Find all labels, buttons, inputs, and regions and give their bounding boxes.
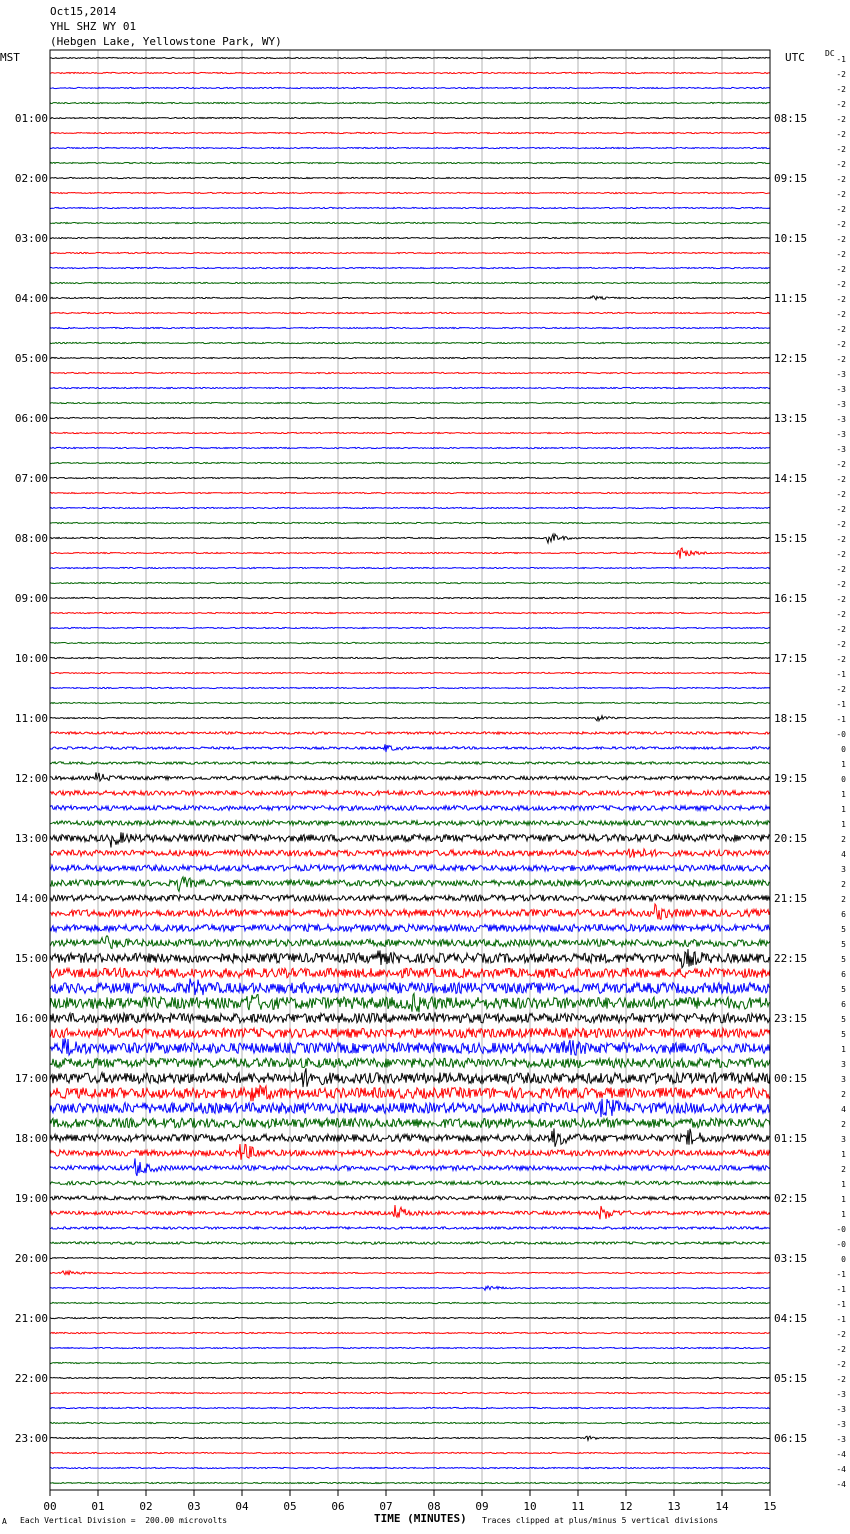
seismic-trace [50,87,770,88]
x-tick-label: 05 [283,1500,297,1513]
mst-hour-label: 20:00 [14,1252,48,1265]
minute-gridlines [98,50,722,1490]
seismic-trace [50,147,770,148]
seismic-trace [50,949,770,968]
dc-offset-label: -2 [836,325,846,334]
seismic-trace [50,1099,770,1117]
seismic-trace [50,342,770,343]
utc-hour-label: 00:15 [774,1072,808,1085]
seismic-trace [50,1058,770,1068]
seismic-trace [50,567,770,568]
x-tick-label: 04 [235,1500,249,1513]
seismic-trace [50,1205,770,1219]
dc-offset-label: 1 [841,1210,846,1219]
seismic-trace [50,1302,770,1303]
seismic-trace [50,772,770,781]
dc-offset-label: -2 [836,205,846,214]
seismic-trace [50,507,770,508]
seismic-trace [50,732,770,734]
seismic-trace [50,1286,770,1290]
dc-offset-label: -2 [836,685,846,694]
x-tick-label: 11 [571,1500,585,1513]
seismic-trace [50,1436,770,1440]
seismic-trace [50,267,770,268]
seismic-trace [50,672,770,673]
seismic-trace [50,657,770,658]
dc-offset-label: -2 [836,175,846,184]
dc-offset-label: -2 [836,655,846,664]
seismic-trace [50,57,770,58]
seismic-trace [50,402,770,403]
dc-offset-label: -2 [836,640,846,649]
seismic-trace [50,806,770,811]
header-location: (Hebgen Lake, Yellowstone Park, WY) [50,35,282,48]
seismic-trace [50,327,770,328]
x-tick-label: 09 [475,1500,489,1513]
utc-hour-label: 03:15 [774,1252,808,1265]
dc-offset-label: 5 [841,925,846,934]
seismic-trace [50,312,770,313]
seismic-trace [50,865,770,871]
seismic-trace [50,372,770,373]
dc-offset-label: -2 [836,475,846,484]
seismic-trace [50,924,770,931]
seismic-trace [50,627,770,628]
x-axis-title: TIME (MINUTES) [374,1512,467,1525]
scale-note: Each Vertical Division = 200.00 microvolts [20,1516,228,1525]
dc-offset-label: -2 [836,580,846,589]
dc-offset-label: -2 [836,460,846,469]
mst-hour-label: 14:00 [14,892,48,905]
x-tick-label: 03 [187,1500,201,1513]
seismic-trace [50,582,770,583]
seismic-trace [50,1118,770,1128]
mst-hour-label: 23:00 [14,1432,48,1445]
dc-offset-label: -2 [836,130,846,139]
seismic-trace [50,1158,770,1176]
utc-hour-label: 09:15 [774,172,808,185]
corner-mark: A [2,1517,7,1526]
header-date: Oct15,2014 [50,5,117,18]
seismic-trace [50,387,770,388]
seismic-trace [50,687,770,688]
seismic-trace [50,904,770,919]
seismic-trace [50,849,770,858]
seismic-trace [50,447,770,448]
plot-frame [50,50,770,1490]
dc-offset-label: -3 [836,400,846,409]
mst-hour-label: 08:00 [14,532,48,545]
dc-offset-label: 1 [841,1180,846,1189]
dc-offset-label: -2 [836,250,846,259]
seismic-trace [50,477,770,478]
dc-offset-label: -1 [836,1285,846,1294]
dc-offset-label: -2 [836,115,846,124]
dc-offset-label: 0 [841,745,846,754]
right-axis-label: UTC [785,51,805,64]
utc-hour-label: 17:15 [774,652,808,665]
seismic-trace [50,1038,770,1055]
dc-offset-label: -1 [836,715,846,724]
dc-offset-label: 2 [841,1090,846,1099]
utc-hour-label: 19:15 [774,772,808,785]
dc-offset-label: 3 [841,1060,846,1069]
utc-hour-label: 13:15 [774,412,808,425]
mst-hour-label: 21:00 [14,1312,48,1325]
dc-offset-label: -2 [836,190,846,199]
seismic-trace [50,252,770,253]
x-tick-label: 08 [427,1500,441,1513]
dc-offset-label: -3 [836,415,846,424]
seismic-trace [50,534,770,543]
seismic-trace [50,1144,770,1160]
mst-hour-label: 09:00 [14,592,48,605]
dc-offset-label: 4 [841,850,846,859]
seismic-trace [50,192,770,193]
seismic-trace [50,1028,770,1038]
dc-offset-label: 2 [841,880,846,889]
dc-offset-label: -3 [836,1420,846,1429]
dc-offset-label: -2 [836,1330,846,1339]
dc-offset-label: 1 [841,805,846,814]
seismic-trace [50,177,770,178]
dc-offset-label: -2 [836,490,846,499]
dc-offset-label: -0 [836,1240,846,1249]
x-tick-label: 15 [763,1500,777,1513]
seismic-trace [50,282,770,283]
dc-offset-label: 2 [841,1120,846,1129]
mst-hour-label: 16:00 [14,1012,48,1025]
seismic-trace [50,222,770,223]
seismic-trace [50,548,770,559]
seismic-trace [50,237,770,238]
dc-offset-label: -3 [836,385,846,394]
utc-hour-label: 11:15 [774,292,808,305]
dc-offset-label: -0 [836,1225,846,1234]
utc-hour-label: 06:15 [774,1432,808,1445]
dc-offset-label: -3 [836,445,846,454]
seismic-trace [50,1196,770,1200]
dc-offset-label: -3 [836,1390,846,1399]
seismic-trace [50,1227,770,1229]
seismic-trace [50,702,770,703]
mst-hour-label: 12:00 [14,772,48,785]
seismic-trace [50,117,770,118]
dc-offset-label: -2 [836,610,846,619]
dc-offset-label: 1 [841,1045,846,1054]
header-station: YHL SHZ WY 01 [50,20,137,33]
dc-offset-label: -1 [836,700,846,709]
dc-offset-label: -2 [836,1345,846,1354]
dc-offset-label: 1 [841,760,846,769]
dc-offset-label: -1 [836,55,846,64]
dc-offset-label: -2 [836,505,846,514]
mst-hour-label: 02:00 [14,172,48,185]
utc-hour-label: 21:15 [774,892,808,905]
clip-note: Traces clipped at plus/minus 5 vertical divisions [482,1516,719,1525]
x-tick-label: 00 [43,1500,57,1513]
seismic-trace [50,1271,770,1275]
seismic-trace [50,791,770,796]
mst-hour-label: 22:00 [14,1372,48,1385]
seismic-trace [50,1422,770,1423]
dc-offset-label: -4 [836,1465,846,1474]
dc-offset-label: 5 [841,985,846,994]
utc-hour-label: 14:15 [774,472,808,485]
dc-offset-label: 6 [841,1000,846,1009]
seismic-trace [50,716,770,721]
dc-offset-label: -2 [836,160,846,169]
mst-hour-label: 15:00 [14,952,48,965]
x-tick-label: 13 [667,1500,681,1513]
seismic-trace [50,72,770,73]
seismic-trace [50,1242,770,1244]
dc-offset-label: -2 [836,535,846,544]
dc-offset-label: -2 [836,565,846,574]
utc-hour-label: 16:15 [774,592,808,605]
dc-offset-label: -1 [836,1300,846,1309]
utc-hour-label: 18:15 [774,712,808,725]
seismic-trace [50,832,770,847]
seismic-trace [50,877,770,892]
dc-label: DC [825,49,835,58]
seismic-trace [50,1257,770,1258]
seismic-trace [50,432,770,433]
seismic-trace [50,968,770,978]
dc-offset-label: -0 [836,730,846,739]
dc-offset-label: -2 [836,85,846,94]
utc-hour-label: 04:15 [774,1312,808,1325]
seismic-trace [50,1467,770,1468]
dc-offset-label: -2 [836,1360,846,1369]
dc-offset-label: 6 [841,910,846,919]
dc-offset-label: -2 [836,235,846,244]
dc-offset-label: 5 [841,1015,846,1024]
mst-hour-label: 17:00 [14,1072,48,1085]
seismic-trace [50,1068,770,1087]
seismic-trace [50,597,770,598]
seismic-trace [50,1362,770,1363]
mst-hour-label: 01:00 [14,112,48,125]
seismic-trace [50,1347,770,1348]
mst-hour-label: 13:00 [14,832,48,845]
seismic-trace [50,1392,770,1393]
mst-hour-label: 19:00 [14,1192,48,1205]
seismic-trace [50,522,770,523]
mst-hour-label: 10:00 [14,652,48,665]
mst-hour-label: 04:00 [14,292,48,305]
dc-offset-label: 5 [841,940,846,949]
dc-offset-label: 1 [841,820,846,829]
dc-offset-label: 2 [841,1165,846,1174]
dc-offset-label: -2 [836,295,846,304]
dc-offset-label: 5 [841,1030,846,1039]
utc-hour-label: 05:15 [774,1372,808,1385]
dc-offset-label: 5 [841,955,846,964]
seismic-trace [50,642,770,643]
dc-offset-label: -1 [836,1270,846,1279]
x-tick-label: 10 [523,1500,537,1513]
dc-offset-label: 2 [841,895,846,904]
dc-offset-label: -4 [836,1450,846,1459]
utc-hour-label: 23:15 [774,1012,808,1025]
dc-offset-label: -3 [836,370,846,379]
dc-offset-label: -2 [836,340,846,349]
dc-offset-label: 0 [841,1255,846,1264]
dc-offset-label: -2 [836,355,846,364]
seismic-trace [50,936,770,949]
seismic-trace [50,1377,770,1378]
dc-offset-label: -2 [836,1375,846,1384]
dc-offset-label: -3 [836,1405,846,1414]
seismic-trace [50,492,770,493]
utc-hour-label: 10:15 [774,232,808,245]
seismic-trace [50,744,770,752]
dc-offset-label: -4 [836,1480,846,1489]
seismic-trace [50,462,770,463]
dc-offset-label: -2 [836,625,846,634]
dc-offset-label: -2 [836,265,846,274]
dc-offset-label: -3 [836,1435,846,1444]
dc-offset-label: 3 [841,1075,846,1084]
dc-offset-label: -2 [836,100,846,109]
utc-hour-label: 08:15 [774,112,808,125]
dc-offset-label: 1 [841,790,846,799]
x-tick-label: 02 [139,1500,153,1513]
dc-offset-label: -2 [836,595,846,604]
x-tick-label: 01 [91,1500,105,1513]
utc-hour-label: 15:15 [774,532,808,545]
seismic-trace [50,895,770,901]
seismic-trace [50,162,770,163]
seismic-trace [50,762,770,764]
left-axis-label: MST [0,51,20,64]
seismic-trace [50,102,770,103]
seismic-trace [50,612,770,613]
seismic-trace [50,296,770,300]
mst-hour-label: 05:00 [14,352,48,365]
mst-hour-label: 11:00 [14,712,48,725]
utc-hour-label: 01:15 [774,1132,808,1145]
dc-offset-label: 4 [841,1105,846,1114]
mst-hour-label: 03:00 [14,232,48,245]
dc-offset-label: 3 [841,1135,846,1144]
x-tick-label: 06 [331,1500,345,1513]
mst-hour-label: 07:00 [14,472,48,485]
dc-offset-label: -2 [836,145,846,154]
dc-offset-label: 3 [841,865,846,874]
dc-offset-label: -2 [836,550,846,559]
utc-hour-label: 12:15 [774,352,808,365]
seismic-trace [50,1407,770,1408]
dc-offset-label: -2 [836,70,846,79]
trace-lines [50,57,770,1483]
seismic-trace [50,207,770,208]
seismic-trace [50,1317,770,1318]
dc-offset-label: -2 [836,280,846,289]
seismic-trace [50,132,770,133]
dc-offset-label: -3 [836,430,846,439]
x-tick-label: 07 [379,1500,393,1513]
seismic-trace [50,1128,770,1146]
dc-offset-label: -2 [836,520,846,529]
seismic-trace [50,1085,770,1101]
dc-offset-label: -1 [836,670,846,679]
seismic-trace [50,1332,770,1333]
seismic-trace [50,821,770,826]
utc-hour-label: 22:15 [774,952,808,965]
mst-hour-label: 18:00 [14,1132,48,1145]
seismic-trace [50,1181,770,1185]
seismic-trace [50,1452,770,1453]
mst-hour-label: 06:00 [14,412,48,425]
seismic-trace [50,994,770,1013]
dc-offset-label: 1 [841,1150,846,1159]
seismic-trace [50,1013,770,1023]
seismic-trace [50,979,770,996]
x-tick-label: 12 [619,1500,633,1513]
dc-offset-label: 6 [841,970,846,979]
seismic-trace [50,417,770,418]
seismic-trace [50,1482,770,1483]
dc-offset-label: -2 [836,310,846,319]
utc-hour-label: 20:15 [774,832,808,845]
dc-offset-label: -2 [836,220,846,229]
utc-hour-label: 02:15 [774,1192,808,1205]
dc-offset-label: -1 [836,1315,846,1324]
x-tick-label: 14 [715,1500,729,1513]
dc-offset-label: 1 [841,1195,846,1204]
seismic-trace [50,357,770,358]
dc-offset-label: 2 [841,835,846,844]
dc-offset-label: 0 [841,775,846,784]
